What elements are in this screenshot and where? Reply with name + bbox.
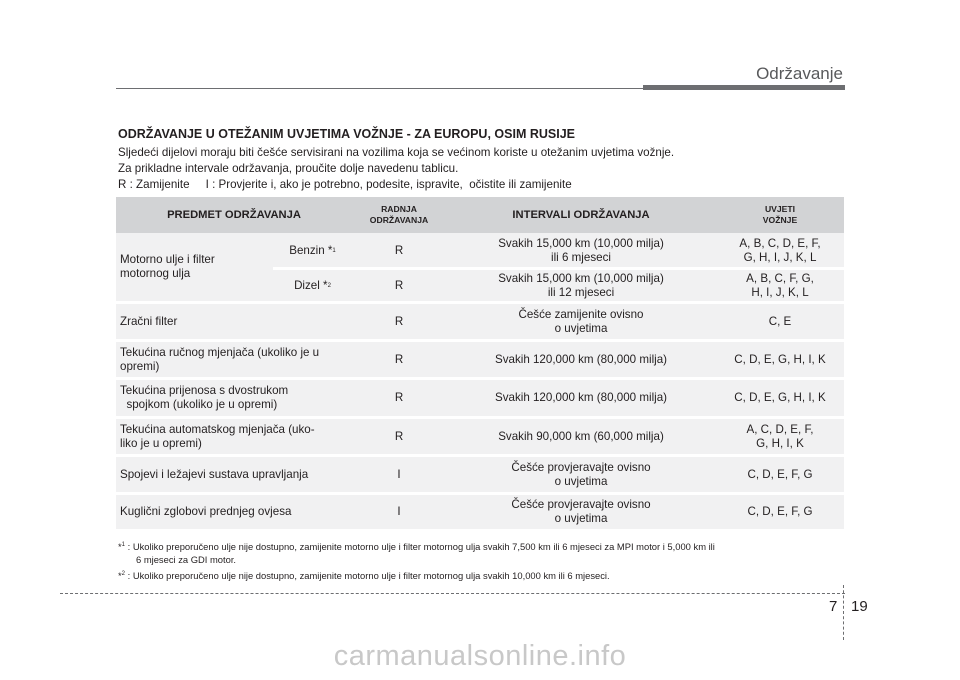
row-item-line-2: opremi) [120,359,160,373]
benzin-interval [446,236,716,266]
section-intro [118,145,674,193]
footnote-1-line-2: 6 mjeseci za GDI motor. [136,554,237,565]
benzin-cond-line-1: A, B, C, D, E, F, [739,237,821,250]
row-action [352,419,446,454]
row-item-line-1: Tekućina automatskog mjenjača (uko- [120,422,315,436]
intro-line-1: Sljedeći dijelovi moraju biti češće servisirani na vozilima koja se većinom koriste u otežanim uvjetima vožnje. [118,146,675,159]
benzin-label-text: Benzin * [289,244,333,257]
row-item [120,457,352,492]
row-conditions-line-1: C, D, E, F, G [747,467,813,481]
row-conditions-line-2: G, H, I, K [756,436,804,450]
row-item [120,495,352,529]
footer-rule [60,593,845,594]
chapter-number: 7 [829,598,838,615]
row-interval-line-1: Svakih 120,000 km (80,000 milja) [494,391,668,404]
row-interval [446,304,716,339]
table-row [116,380,844,416]
row-interval-line-2: o uvjetima [554,512,608,525]
row-item-line-1: Kuglični zglobovi prednjeg ovjesa [120,505,292,518]
header-action-line-1: RADNJA [381,204,417,214]
dizel-action: R [394,278,404,292]
footnote-2 [118,569,610,582]
dizel-cond-line-2: H, I, J, K, L [751,285,809,299]
header-accent-bar [643,85,845,90]
running-header-title: Održavanje [756,64,843,83]
intro-line-3: R : Zamijenite I : Provjerite i, ako je potrebno, podesite, ispravite, očistite ili zamijenite [118,178,572,191]
row-item [120,419,352,454]
row-action [352,380,446,416]
row-interval-line-1: Češće zamijenite ovisno [518,307,644,321]
benzin-action: R [394,244,404,257]
row-interval [446,419,716,454]
row-item-line-2: spojkom (ukoliko je u opremi) [120,398,278,411]
table-row [116,457,844,492]
dizel-interval [446,270,716,301]
header-item: PREDMET ODRŽAVANJA [167,209,301,221]
row-action-line-1: R [394,429,404,443]
dizel-cond-line-1: A, B, C, F, G, [746,271,814,285]
benzin-interval-line-2: ili 6 mjeseci [551,251,611,264]
row-interval-line-1: Češće provjeravajte ovisno [511,460,651,474]
row-item-line-1: Spojevi i ležajevi sustava upravljanja [120,467,309,481]
footnote-1-number: 1 [121,541,125,548]
footer-divider [843,585,844,640]
page-number: 19 [851,598,868,615]
footnote-1-line-1: : Ukoliko preporučeno ulje nije dostupno, zamijenite motorno ulje i filter motornog ulja svakih 7,500 km ili 6 mjeseci za MPI motor i 5,000 km ili [125,541,715,552]
row-interval [446,495,716,529]
dizel-conditions [716,270,844,301]
row-action [352,304,446,339]
table-row [116,419,844,454]
row-interval-line-2: o uvjetima [554,321,608,335]
benzin-interval-line-1: Svakih 15,000 km (10,000 milja) [498,237,664,250]
engine-oil-label-line-1: Motorno ulje i filter [120,253,215,266]
table-row [116,304,844,339]
row-item [120,380,352,416]
footnote-2-mark: * [118,570,122,581]
row-interval [446,457,716,492]
row-interval-line-1: Svakih 120,000 km (80,000 milja) [494,352,668,366]
header-conditions [716,197,844,233]
row-action [352,342,446,377]
row-action [352,495,446,529]
row-conditions-line-1: A, C, D, E, F, [746,422,814,436]
benzin-conditions [716,236,844,266]
header-interval: INTERVALI ODRŽAVANJA [512,209,650,221]
row-action-line-1: R [394,314,404,328]
table-row [116,342,844,377]
dizel-label: Dizel * 2 [294,278,331,292]
row-action [352,457,446,492]
dizel-interval-line-1: Svakih 15,000 km (10,000 milja) [498,271,664,285]
row-item-line-1: Zračni filter [120,314,178,328]
header-action-line-2: ODRŽAVANJA [369,215,429,225]
footnote-2-number: 2 [121,570,125,577]
footnote-1-mark: * [118,541,122,552]
row-action-line-1: I [397,467,401,481]
dizel-interval-line-2: ili 12 mjeseci [547,285,615,299]
row-conditions-line-1: C, E [768,314,792,328]
table-row [116,495,844,529]
row-interval-line-2: o uvjetima [554,474,608,488]
row-conditions [716,380,844,416]
section-title: ODRŽAVANJE U OTEŽANIM UVJETIMA VOŽNJE - ZA EUROPU, OSIM RUSIJE [118,127,575,141]
row-conditions-line-1: C, D, E, G, H, I, K [734,391,826,404]
benzin-cond-line-2: G, H, I, J, K, L [743,251,817,264]
row-conditions [716,495,844,529]
row-interval [446,380,716,416]
engine-oil-label-line-2: motornog ulja [120,267,191,280]
header-cond-line-1: UVJETI [764,204,796,214]
footnote-2-line-1: : Ukoliko preporučeno ulje nije dostupno, zamijenite motorno ulje i filter motornog ulja svakih 10,000 km ili 6 mjeseci. [125,570,610,581]
row-interval-line-1: Češće provjeravajte ovisno [511,498,651,511]
intro-line-2: Za prikladne intervale održavanja, proučite dolje navedenu tablicu. [118,162,459,175]
row-action-line-1: I [397,505,401,518]
footnote-1 [118,540,715,566]
row-conditions-line-1: C, D, E, G, H, I, K [734,352,826,366]
row-interval-line-1: Svakih 90,000 km (60,000 milja) [498,429,664,443]
row-conditions [716,419,844,454]
row-item-line-1: Tekućina prijenosa s dvostrukom [120,384,289,397]
engine-oil-label [120,233,270,301]
header-rule [116,88,643,89]
row-conditions [716,304,844,339]
row-action-line-1: R [394,391,404,404]
table-row-engine-oil [116,233,844,301]
header-cond-line-2: VOŽNJE [762,215,798,225]
row-item [120,342,352,377]
benzin-label: Benzin * 1 [289,244,336,257]
row-item-line-1: Tekućina ručnog mjenjača (ukoliko je u [120,345,320,359]
row-conditions-line-1: C, D, E, F, G [747,505,813,518]
row-action-line-1: R [394,352,404,366]
row-item-line-2: liko je u opremi) [120,436,202,450]
row-interval [446,342,716,377]
header-action [352,197,446,233]
row-conditions [716,457,844,492]
row-item [120,304,352,339]
table-header [116,197,844,233]
row-conditions [716,342,844,377]
dizel-label-text: Dizel * [294,278,328,292]
watermark: carmanualsonline.info [333,640,627,672]
